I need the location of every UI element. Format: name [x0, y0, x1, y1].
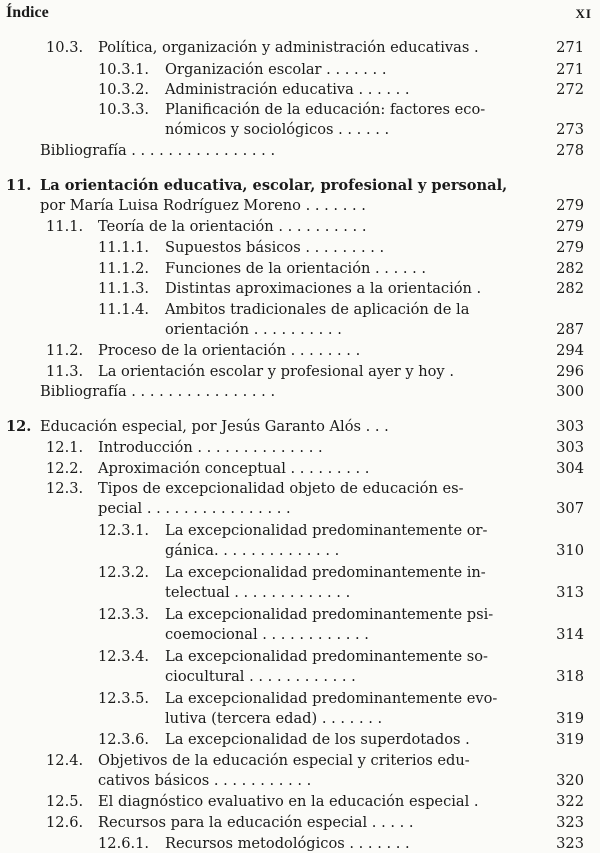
entry-number: 10.3.1.: [98, 61, 150, 78]
entry-page: 320: [556, 772, 584, 789]
entry-page: 310: [556, 542, 584, 559]
entry-page: 273: [556, 121, 584, 138]
chapter-author: por María Luisa Rodríguez Moreno . . . . . . .: [40, 197, 366, 214]
chapter-number: 12.: [6, 418, 32, 435]
entry-title: La excepcionalidad predominantemente or-: [165, 522, 488, 539]
header-page-number: XI: [575, 6, 592, 21]
entry-page: 294: [556, 342, 584, 359]
entry-number: 10.3.2.: [98, 81, 150, 98]
entry-number: 11.1.2.: [98, 260, 150, 277]
entry-page: 282: [556, 260, 584, 277]
entry-title-continued: nómicos y sociológicos . . . . . .: [165, 121, 390, 138]
entry-page: 279: [556, 197, 584, 214]
entry-title: Introducción . . . . . . . . . . . . . .: [98, 439, 323, 456]
entry-title: Administración educativa . . . . . .: [165, 81, 410, 98]
entry-number: 11.1.3.: [98, 280, 150, 297]
entry-title: La orientación escolar y profesional ayer y hoy .: [98, 363, 454, 380]
entry-page: 307: [556, 500, 584, 517]
entry-title-continued: lutiva (tercera edad) . . . . . . .: [165, 710, 383, 727]
entry-title: Proceso de la orientación . . . . . . . .: [98, 342, 361, 359]
entry-number: 12.3.2.: [98, 564, 150, 581]
entry-title-continued: pecial . . . . . . . . . . . . . . . .: [98, 500, 291, 517]
entry-title: Planificación de la educación: factores eco-: [165, 101, 486, 118]
entry-title: La excepcionalidad predominantemente in-: [165, 564, 486, 581]
entry-title: Recursos metodológicos . . . . . . .: [165, 835, 410, 852]
entry-title: Bibliografía . . . . . . . . . . . . . . . .: [40, 142, 276, 159]
header-title: Índice: [6, 4, 49, 21]
entry-title: El diagnóstico evaluativo en la educación especial .: [98, 793, 479, 810]
entry-page: 300: [556, 383, 584, 400]
entry-page: 279: [556, 218, 584, 235]
entry-page: 323: [556, 814, 584, 831]
entry-title: La excepcionalidad de los superdotados .: [165, 731, 470, 748]
entry-number: 10.3.3.: [98, 101, 150, 118]
entry-number: 12.1.: [46, 439, 84, 456]
entry-page: 322: [556, 793, 584, 810]
entry-title: Bibliografía . . . . . . . . . . . . . . . .: [40, 383, 276, 400]
entry-page: 318: [556, 668, 584, 685]
chapter-number: 11.: [6, 177, 32, 194]
entry-number: 12.6.1.: [98, 835, 150, 852]
entry-title: La excepcionalidad predominantemente psi-: [165, 606, 494, 623]
entry-number: 12.3.6.: [98, 731, 150, 748]
entry-page: 323: [556, 835, 584, 852]
entry-page: 319: [556, 731, 584, 748]
entry-title-continued: ciocultural . . . . . . . . . . . .: [165, 668, 356, 685]
entry-title: La excepcionalidad predominantemente evo-: [165, 690, 498, 707]
entry-number: 12.3.4.: [98, 648, 150, 665]
entry-page: 303: [556, 439, 584, 456]
entry-title: Recursos para la educación especial . . . . .: [98, 814, 414, 831]
entry-number: 11.2.: [46, 342, 84, 359]
entry-title: Ambitos tradicionales de aplicación de la: [165, 301, 470, 318]
entry-number: 11.1.1.: [98, 239, 150, 256]
entry-title: Objetivos de la educación especial y criterios edu-: [98, 752, 470, 769]
entry-page: 271: [556, 39, 584, 56]
entry-title: Tipos de excepcionalidad objeto de educación es-: [98, 480, 464, 497]
entry-number: 12.5.: [46, 793, 84, 810]
entry-number: 12.6.: [46, 814, 84, 831]
entry-page: 304: [556, 460, 584, 477]
chapter-title: La orientación educativa, escolar, profesional y personal,: [40, 177, 508, 194]
entry-page: 314: [556, 626, 584, 643]
entry-title: Aproximación conceptual . . . . . . . . .: [98, 460, 370, 477]
entry-page: 319: [556, 710, 584, 727]
entry-page: 272: [556, 81, 584, 98]
entry-title: Funciones de la orientación . . . . . .: [165, 260, 427, 277]
entry-page: 282: [556, 280, 584, 297]
entry-title: Supuestos básicos . . . . . . . . .: [165, 239, 385, 256]
entry-title: Distintas aproximaciones a la orientación .: [165, 280, 482, 297]
entry-page: 313: [556, 584, 584, 601]
entry-number: 12.3.: [46, 480, 84, 497]
entry-number: 11.1.: [46, 218, 84, 235]
chapter-title: Educación especial, por Jesús Garanto Alós . . .: [40, 418, 389, 435]
entry-number: 12.4.: [46, 752, 84, 769]
entry-number: 11.3.: [46, 363, 84, 380]
entry-title: La excepcionalidad predominantemente so-: [165, 648, 488, 665]
entry-title-continued: coemocional . . . . . . . . . . . .: [165, 626, 369, 643]
entry-title: Política, organización y administración educativas .: [98, 39, 479, 56]
entry-number: 12.3.5.: [98, 690, 150, 707]
entry-page: 303: [556, 418, 584, 435]
entry-title-continued: cativos básicos . . . . . . . . . . .: [98, 772, 312, 789]
entry-page: 279: [556, 239, 584, 256]
entry-number: 11.1.4.: [98, 301, 150, 318]
entry-number: 10.3.: [46, 39, 84, 56]
entry-number: 12.3.1.: [98, 522, 150, 539]
page-header: [6, 4, 592, 28]
entry-title-continued: telectual . . . . . . . . . . . . .: [165, 584, 351, 601]
entry-title-continued: gánica. . . . . . . . . . . . . .: [165, 542, 340, 559]
entry-number: 12.2.: [46, 460, 84, 477]
entry-number: 12.3.3.: [98, 606, 150, 623]
entry-page: 287: [556, 321, 584, 338]
entry-title-continued: orientación . . . . . . . . . .: [165, 321, 342, 338]
entry-title: Teoría de la orientación . . . . . . . . . .: [98, 218, 367, 235]
entry-page: 278: [556, 142, 584, 159]
entry-page: 271: [556, 61, 584, 78]
entry-title: Organización escolar . . . . . . .: [165, 61, 387, 78]
entry-page: 296: [556, 363, 584, 380]
